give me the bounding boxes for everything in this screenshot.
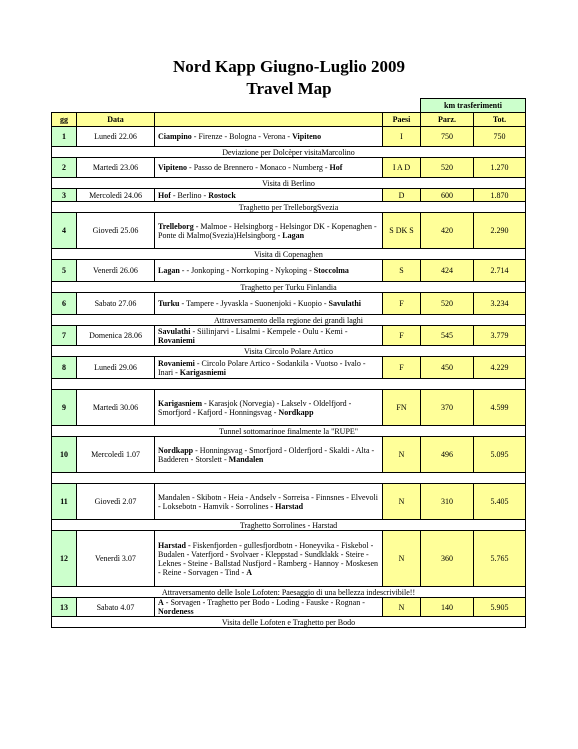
day-note: Visita di Copenaghen — [52, 249, 526, 260]
table-row — [52, 158, 526, 178]
day-route — [155, 158, 383, 178]
table-row — [52, 390, 526, 426]
day-number: 5 — [52, 260, 77, 282]
day-km-partial: 545 — [421, 326, 474, 346]
table-row — [52, 484, 526, 520]
day-km-total: 4.229 — [474, 357, 526, 379]
day-number: 6 — [52, 293, 77, 315]
day-km-total: 3.779 — [474, 326, 526, 346]
day-note — [52, 473, 526, 484]
day-date: Mercoledì 1.07 — [77, 437, 155, 473]
table-row — [52, 260, 526, 282]
table-row — [52, 293, 526, 315]
day-note: Tunnel sottomarinoe finalmente la "RUPE" — [52, 426, 526, 437]
note-row — [52, 249, 526, 260]
day-countries: D — [383, 189, 421, 202]
day-countries: N — [383, 598, 421, 617]
header-tot: Tot. — [474, 113, 526, 127]
day-number: 1 — [52, 127, 77, 147]
table-row — [52, 531, 526, 587]
route-segment: - Karasjok (Norvegia) - Lakselv - Oldelfjord - Smorfjord - Kafjord - Honningsvag - — [158, 398, 352, 417]
table-row — [52, 437, 526, 473]
route-endpoint: Nordkapp — [158, 445, 194, 455]
note-row — [52, 379, 526, 390]
day-number: 12 — [52, 531, 77, 587]
day-countries: S — [383, 260, 421, 282]
day-date: Domenica 28.06 — [77, 326, 155, 346]
route-endpoint: Turku — [158, 299, 180, 308]
day-number: 8 — [52, 357, 77, 379]
day-route — [155, 326, 383, 346]
day-km-partial: 420 — [421, 213, 474, 249]
route-segment: - Malmoe - Helsingborg - Helsingor DK - Kopenaghen - Ponte di Malmo(Svezia)Helsingborg - — [158, 221, 377, 240]
day-note: Traghetto per Turku Finlandia — [52, 282, 526, 293]
route-endpoint: Savulathi — [328, 299, 362, 308]
route-endpoint: Lagan — [282, 230, 305, 240]
day-countries: FN — [383, 390, 421, 426]
route-endpoint: Karigasniem — [158, 398, 202, 408]
note-row — [52, 147, 526, 158]
note-row — [52, 617, 526, 628]
day-km-partial: 520 — [421, 293, 474, 315]
header-parz: Parz. — [421, 113, 474, 127]
day-km-total: 2.714 — [474, 260, 526, 282]
day-route — [155, 531, 383, 587]
route-endpoint: Rovaniemi — [158, 335, 195, 345]
day-countries: N — [383, 437, 421, 473]
day-km-total: 5.095 — [474, 437, 526, 473]
route-endpoint: Mandalen — [228, 454, 264, 464]
route-segment: - Firenze - Bologna - Verona - — [191, 132, 293, 141]
route-endpoint: Harstad — [158, 540, 186, 550]
day-date: Sabato 27.06 — [77, 293, 155, 315]
day-date: Mercoledì 24.06 — [77, 189, 155, 202]
day-route — [155, 357, 383, 379]
day-date: Lunedì 29.06 — [77, 357, 155, 379]
note-row — [52, 587, 526, 598]
route-segment: - Fiskenfjorden - gullesfjordbotn - Honeyvika - Fiskebol - Budalen - Vaterfjord - Svolvaer - Kleppstad - Sundklakk - Steire - Leknes - Steine - Ballstad Nusfjord - Ramberg - Hannoy - Moskesen - Reine - Sorvagen - Tind - — [158, 540, 379, 577]
route-endpoint: Vipiteno — [292, 132, 322, 141]
note-row — [52, 178, 526, 189]
note-row — [52, 346, 526, 357]
day-number: 13 — [52, 598, 77, 617]
day-km-total: 5.765 — [474, 531, 526, 587]
day-note: Traghetto per TrelleborgSvezia — [52, 202, 526, 213]
header-paesi: Paesi — [383, 113, 421, 127]
route-segment: Mandalen - Skibotn - Heia - Andselv - Sorreisa - Finnsnes - Elvevoli - Loksebotn - Hamvik - Sorrolines - — [158, 492, 378, 511]
route-endpoint: Harstad — [275, 501, 304, 511]
route-endpoint: Hof — [329, 163, 343, 172]
day-note: Visita delle Lofoten e Traghetto per Bodo — [52, 617, 526, 628]
table-row — [52, 127, 526, 147]
note-row — [52, 520, 526, 531]
day-date: Lunedì 22.06 — [77, 127, 155, 147]
day-note: Visita di Berlino — [52, 178, 526, 189]
table-row — [52, 326, 526, 346]
day-km-partial: 750 — [421, 127, 474, 147]
day-countries: S DK S — [383, 213, 421, 249]
route-segment: - Siilinjarvi - Lisalmi - Kempele - Oulu - Kemi - — [190, 326, 348, 336]
route-endpoint: Trelleborg — [158, 221, 194, 231]
route-endpoint: Hof — [158, 190, 171, 200]
route-endpoint: Lagan — [158, 266, 180, 275]
day-km-partial: 450 — [421, 357, 474, 379]
day-number: 11 — [52, 484, 77, 520]
day-number: 10 — [52, 437, 77, 473]
day-route — [155, 189, 383, 202]
day-date: Giovedì 25.06 — [77, 213, 155, 249]
page-title: Nord Kapp Giugno-Luglio 2009 — [173, 57, 405, 76]
day-route — [155, 127, 383, 147]
page-subtitle: Travel Map — [246, 79, 332, 98]
header-data: Data — [77, 113, 155, 127]
day-date: Sabato 4.07 — [77, 598, 155, 617]
day-km-total: 5.905 — [474, 598, 526, 617]
day-route — [155, 293, 383, 315]
day-route — [155, 213, 383, 249]
route-segment: - Passo de Brennero - Monaco - Numberg - — [187, 163, 330, 172]
day-km-total: 1.870 — [474, 189, 526, 202]
day-route — [155, 437, 383, 473]
route-endpoint: Karigasniemi — [179, 367, 226, 377]
day-km-total: 5.405 — [474, 484, 526, 520]
day-km-total: 1.270 — [474, 158, 526, 178]
day-km-partial: 600 — [421, 189, 474, 202]
day-countries: I — [383, 127, 421, 147]
route-segment: - Berlino - — [170, 190, 209, 200]
day-number: 4 — [52, 213, 77, 249]
day-km-partial: 424 — [421, 260, 474, 282]
day-date: Venerdì 26.06 — [77, 260, 155, 282]
day-km-partial: 310 — [421, 484, 474, 520]
day-countries: F — [383, 357, 421, 379]
route-endpoint: A — [246, 567, 252, 577]
table-row — [52, 189, 526, 202]
route-endpoint: Rovaniemi — [158, 358, 195, 368]
route-endpoint: Rostock — [208, 190, 236, 200]
route-segment: - Honningsvag - Smorfjord - Olderfjord - Skaldi - Alta - Badderen - Storslett - — [158, 445, 375, 464]
day-note: Deviazione per Dolcèper visitaMarcolino — [52, 147, 526, 158]
day-route — [155, 390, 383, 426]
day-km-partial: 520 — [421, 158, 474, 178]
route-endpoint: A — [158, 598, 164, 607]
route-segment: - Sorvagen - Traghetto per Bodo - Loding - Fauske - Rognan - — [163, 598, 365, 607]
travel-table — [51, 98, 526, 628]
note-row — [52, 282, 526, 293]
route-segment: - Tampere - Jyvaskla - Suonenjoki - Kuopio - — [179, 299, 329, 308]
route-endpoint: Nordkapp — [278, 407, 314, 417]
day-km-partial: 370 — [421, 390, 474, 426]
route-endpoint: Savulathi — [158, 326, 191, 336]
route-segment: - - Jonkoping - Norrkoping - Nykoping - — [179, 266, 314, 275]
day-note — [52, 379, 526, 390]
day-route — [155, 260, 383, 282]
day-route — [155, 598, 383, 617]
day-date: Martedì 23.06 — [77, 158, 155, 178]
day-km-total: 750 — [474, 127, 526, 147]
day-number: 3 — [52, 189, 77, 202]
day-date: Giovedì 2.07 — [77, 484, 155, 520]
table-row — [52, 357, 526, 379]
day-note: Traghetto Sorrolines - Harstad — [52, 520, 526, 531]
day-date: Venerdì 3.07 — [77, 531, 155, 587]
header-gg: gg — [52, 113, 77, 127]
day-km-total: 3.234 — [474, 293, 526, 315]
day-km-total: 2.290 — [474, 213, 526, 249]
day-countries: N — [383, 531, 421, 587]
day-note: Attraversamento delle Isole Lofoten: Paesaggio di una bellezza indescrivibile!! — [52, 587, 526, 598]
day-date: Martedì 30.06 — [77, 390, 155, 426]
day-number: 9 — [52, 390, 77, 426]
route-endpoint: Vipiteno — [158, 163, 188, 172]
day-km-partial: 360 — [421, 531, 474, 587]
day-countries: N — [383, 484, 421, 520]
route-segment: - Circolo Polare Artico - Sodankila - Vuotso - Ivalo - Inari - — [158, 358, 366, 377]
route-endpoint: Stoccolma — [313, 266, 349, 275]
table-row — [52, 213, 526, 249]
day-route — [155, 484, 383, 520]
day-number: 7 — [52, 326, 77, 346]
day-countries: F — [383, 293, 421, 315]
day-km-total: 4.599 — [474, 390, 526, 426]
km-header: km trasferimenti — [421, 99, 526, 113]
day-note: Visita Circolo Polare Artico — [52, 346, 526, 357]
note-row — [52, 202, 526, 213]
day-countries: I A D — [383, 158, 421, 178]
route-endpoint: Ciampino — [158, 132, 192, 141]
header-route — [155, 113, 383, 127]
note-row — [52, 315, 526, 326]
note-row — [52, 473, 526, 484]
note-row — [52, 426, 526, 437]
day-note: Attraversamento della regione dei grandi laghi — [52, 315, 526, 326]
day-km-partial: 140 — [421, 598, 474, 617]
day-number: 2 — [52, 158, 77, 178]
route-endpoint: Nordeness — [158, 607, 194, 616]
table-row — [52, 598, 526, 617]
day-km-partial: 496 — [421, 437, 474, 473]
day-countries: F — [383, 326, 421, 346]
